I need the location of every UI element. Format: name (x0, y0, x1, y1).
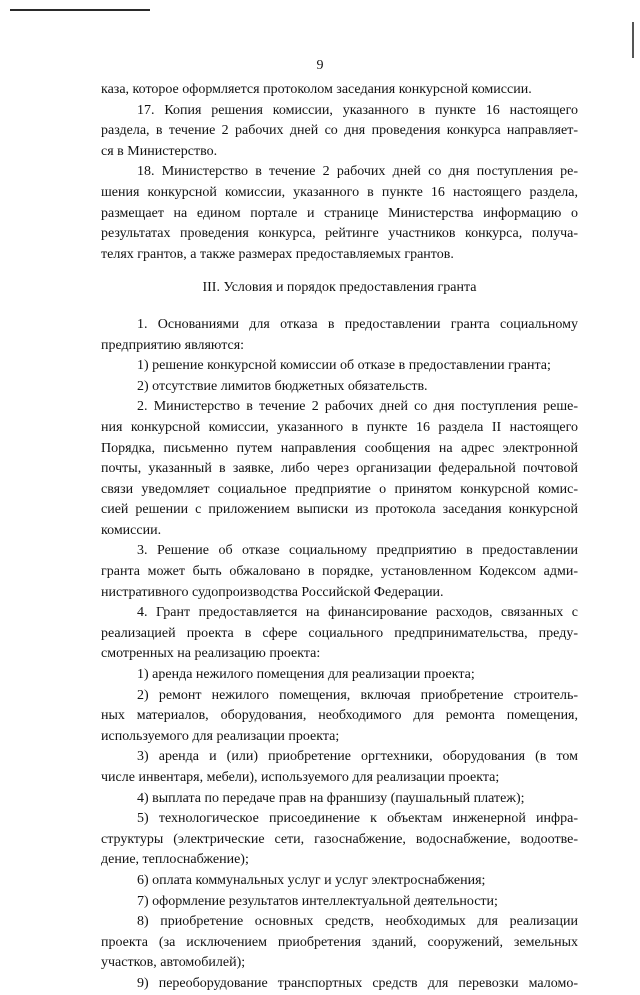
text-line: 4. Грант предоставляется на финансирование расходов, связанных с (137, 605, 578, 621)
text-line: ния конкурсной комиссии, указанного в пункте 16 раздела II настоящего (101, 419, 578, 435)
text-line: 9) переоборудование транспортных средств для перевозки маломо- (137, 975, 578, 991)
text-line: 17. Копия решения комиссии, указанного в пункте 16 настоящего (137, 102, 578, 118)
paragraph (101, 686, 578, 748)
section-heading: III. Условия и порядок предоставления гранта (202, 280, 477, 296)
scan-edge-mark (632, 22, 638, 58)
text-line: дение, теплоснабжение); (101, 852, 249, 868)
text-line: реализацией проекта в сфере социального предпринимательства, преду- (101, 625, 578, 641)
text-line: телях грантов, а также размерах предоставляемых грантов. (101, 246, 454, 262)
text-line: участков, автомобилей); (101, 955, 246, 971)
text-line: 5) технологическое присоединение к объектам инженерной инфра- (137, 811, 578, 827)
text-line: 1) решение конкурсной комиссии об отказе в предоставлении гранта; (137, 358, 551, 374)
paragraphs-bottom (101, 315, 578, 995)
paragraph (101, 397, 578, 541)
text-line: ся в Министерство. (101, 143, 218, 159)
text-line: 2. Министерство в течение 2 рабочих дней со дня поступления реше- (137, 399, 578, 415)
text-line: раздела, в течение 2 рабочих дней со дня проведения конкурса направляет- (101, 123, 578, 139)
paragraphs-top (101, 80, 578, 265)
text-line: шения конкурсной комиссии, указанного в пункте 16 настоящего раздела, (101, 184, 578, 200)
text-line: 6) оплата коммунальных услуг и услуг электроснабжения; (137, 872, 486, 888)
paragraph (101, 315, 578, 356)
paragraph (101, 789, 578, 810)
paragraph (101, 747, 578, 788)
paragraph (101, 665, 578, 686)
text-line: используемого для реализации проекта; (101, 728, 340, 744)
text-line: 2) отсутствие лимитов бюджетных обязательств. (137, 378, 428, 394)
text-line: комиссии. (101, 522, 162, 538)
paragraph (101, 809, 578, 871)
text-line: связи уведомляет социальное предприятие о принятом конкурсной комис- (101, 481, 578, 497)
paragraph (101, 80, 578, 101)
text-line: 1. Основаниями для отказа в предоставлении гранта социальному (137, 316, 578, 332)
paragraph (101, 101, 578, 163)
text-line: Порядка, письменно путем направления сообщения на адрес электронной (101, 440, 578, 456)
text-line: 1) аренда нежилого помещения для реализации проекта; (137, 667, 475, 683)
page-number: 9 (316, 58, 324, 73)
paragraph (101, 871, 578, 892)
text-line: 7) оформление результатов интеллектуальной деятельности; (137, 893, 498, 909)
text-line: 8) приобретение основных средств, необходимых для реализации (137, 914, 578, 930)
text-line: 3) аренда и (или) приобретение оргтехники, оборудования (в том (137, 749, 578, 765)
text-line: сией решении с приложением выписки из протокола заседания конкурсной (101, 502, 578, 518)
paragraph (101, 541, 578, 603)
document-body (101, 80, 578, 995)
text-line: результатах проведения конкурса, рейтинге участников конкурса, получа- (101, 226, 578, 242)
text-line: гранта может быть обжаловано в порядке, установленном Кодексом адми- (101, 564, 578, 580)
text-line: предприятию являются: (101, 337, 245, 353)
paragraph (101, 377, 578, 398)
text-line: структуры (электрические сети, газоснабжение, водоснабжение, водоотве- (101, 831, 578, 847)
paragraph (101, 912, 578, 974)
scan-edge-line (10, 9, 150, 11)
text-line: 2) ремонт нежилого помещения, включая приобретение строитель- (137, 687, 578, 703)
text-line: проекта (за исключением приобретения зданий, сооружений, земельных (101, 934, 578, 950)
text-line: 3. Решение об отказе социальному предприятию в предоставлении (137, 543, 578, 559)
text-line: смотренных на реализацию проекта: (101, 646, 321, 662)
text-line: нистративного судопроизводства Российской Федерации. (101, 584, 444, 600)
text-line: размещает на едином портале и странице Министерства информацию о (101, 205, 578, 221)
text-line: числе инвентаря, мебели), используемого для реализации проекта; (101, 770, 500, 785)
paragraph (101, 356, 578, 377)
paragraph (101, 162, 578, 265)
text-line: ных материалов, оборудования, необходимого для ремонта помещения, (101, 708, 578, 724)
paragraph (101, 974, 578, 995)
text-line: почты, указанный в заявке, либо через организации федеральной почтовой (101, 461, 578, 477)
text-line: 4) выплата по передаче прав на франшизу (паушальный платеж); (137, 790, 525, 806)
text-line: 18. Министерство в течение 2 рабочих дней со дня поступления ре- (137, 164, 578, 180)
paragraph (101, 603, 578, 665)
text-line: каза, которое оформляется протоколом заседания конкурсной комиссии. (101, 82, 532, 97)
paragraph (101, 892, 578, 913)
